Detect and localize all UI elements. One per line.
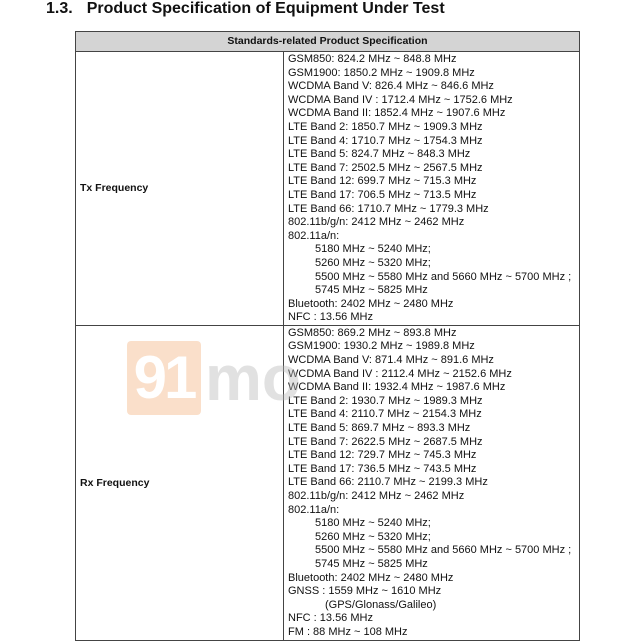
frequency-line: 5180 MHz ~ 5240 MHz;	[315, 517, 431, 530]
frequency-line: GSM850: 824.2 MHz ~ 848.8 MHz	[288, 53, 457, 65]
frequency-line: 5500 MHz ~ 5580 MHz and 5660 MHz ~ 5700 MHz ;	[315, 544, 572, 557]
frequency-line: 5260 MHz ~ 5320 MHz;	[315, 256, 431, 269]
frequency-line: Bluetooth: 2402 MHz ~ 2480 MHz	[288, 571, 454, 584]
frequency-line: LTE Band 5: 824.7 MHz ~ 848.3 MHz	[288, 148, 471, 161]
row-values	[284, 326, 579, 640]
table-body	[76, 52, 579, 640]
frequency-line: WCDMA Band II: 1932.4 MHz ~ 1987.6 MHz	[288, 381, 506, 394]
frequency-line: 5745 MHz ~ 5825 MHz	[315, 557, 428, 570]
frequency-line: LTE Band 66: 2110.7 MHz ~ 2199.3 MHz	[288, 476, 488, 489]
frequency-line: 5260 MHz ~ 5320 MHz;	[315, 530, 431, 543]
frequency-line: WCDMA Band II: 1852.4 MHz ~ 1907.6 MHz	[288, 107, 506, 120]
section-title: Product Specification of Equipment Under Test	[86, 0, 445, 17]
section-number: 1.3.	[46, 0, 73, 17]
frequency-line: 802.11a/n:	[288, 229, 340, 242]
frequency-line: Bluetooth: 2402 MHz ~ 2480 MHz	[288, 297, 454, 310]
frequency-line: GSM1900: 1850.2 MHz ~ 1909.8 MHz	[288, 66, 475, 79]
table-row	[76, 326, 579, 640]
row-label: Tx Frequency	[76, 52, 284, 325]
row-label: Rx Frequency	[76, 326, 284, 640]
frequency-line: 5745 MHz ~ 5825 MHz	[315, 284, 428, 297]
frequency-line: (GPS/Glonass/Galileo)	[325, 598, 437, 611]
frequency-line: LTE Band 7: 2502.5 MHz ~ 2567.5 MHz	[288, 161, 483, 174]
frequency-line: WCDMA Band V: 871.4 MHz ~ 891.6 MHz	[288, 354, 494, 367]
frequency-line: LTE Band 4: 1710.7 MHz ~ 1754.3 MHz	[288, 134, 483, 147]
frequency-line: LTE Band 12: 729.7 MHz ~ 745.3 MHz	[288, 449, 477, 462]
frequency-line: LTE Band 4: 2110.7 MHz ~ 2154.3 MHz	[288, 408, 482, 421]
table-header: Standards-related Product Specification	[76, 32, 579, 52]
frequency-line: WCDMA Band IV : 2112.4 MHz ~ 2152.6 MHz	[288, 367, 512, 380]
spec-table	[75, 31, 580, 641]
watermark-logo: 91	[127, 341, 201, 415]
row-values	[284, 52, 579, 325]
frequency-line: LTE Band 17: 706.5 MHz ~ 713.5 MHz	[288, 188, 477, 201]
frequency-line: LTE Band 2: 1930.7 MHz ~ 1989.3 MHz	[288, 394, 483, 407]
frequency-line: LTE Band 17: 736.5 MHz ~ 743.5 MHz	[288, 462, 477, 475]
frequency-line: 5180 MHz ~ 5240 MHz;	[315, 243, 431, 256]
table-row	[76, 52, 579, 326]
frequency-line: 5500 MHz ~ 5580 MHz and 5660 MHz ~ 5700 MHz ;	[315, 270, 572, 283]
frequency-line: LTE Band 2: 1850.7 MHz ~ 1909.3 MHz	[288, 120, 483, 133]
frequency-line: WCDMA Band V: 826.4 MHz ~ 846.6 MHz	[288, 80, 494, 93]
frequency-line: 802.11a/n:	[288, 503, 340, 516]
frequency-line: LTE Band 5: 869.7 MHz ~ 893.3 MHz	[288, 422, 471, 435]
frequency-line: FM : 88 MHz ~ 108 MHz	[288, 625, 408, 638]
frequency-line: LTE Band 66: 1710.7 MHz ~ 1779.3 MHz	[288, 202, 489, 215]
frequency-line: GSM1900: 1930.2 MHz ~ 1989.8 MHz	[288, 340, 475, 353]
frequency-line: NFC : 13.56 MHz	[288, 612, 373, 625]
frequency-line: GSM850: 869.2 MHz ~ 893.8 MHz	[288, 326, 457, 339]
frequency-line: LTE Band 12: 699.7 MHz ~ 715.3 MHz	[288, 175, 477, 188]
frequency-line: 802.11b/g/n: 2412 MHz ~ 2462 MHz	[288, 216, 465, 229]
frequency-line: NFC : 13.56 MHz	[288, 311, 373, 324]
frequency-line: LTE Band 7: 2622.5 MHz ~ 2687.5 MHz	[288, 435, 483, 448]
frequency-line: WCDMA Band IV : 1712.4 MHz ~ 1752.6 MHz	[288, 93, 513, 106]
frequency-line: GNSS : 1559 MHz ~ 1610 MHz	[288, 585, 442, 598]
section-heading	[46, 0, 445, 20]
frequency-line: 802.11b/g/n: 2412 MHz ~ 2462 MHz	[288, 490, 465, 502]
watermark-brand: mo	[205, 342, 301, 414]
